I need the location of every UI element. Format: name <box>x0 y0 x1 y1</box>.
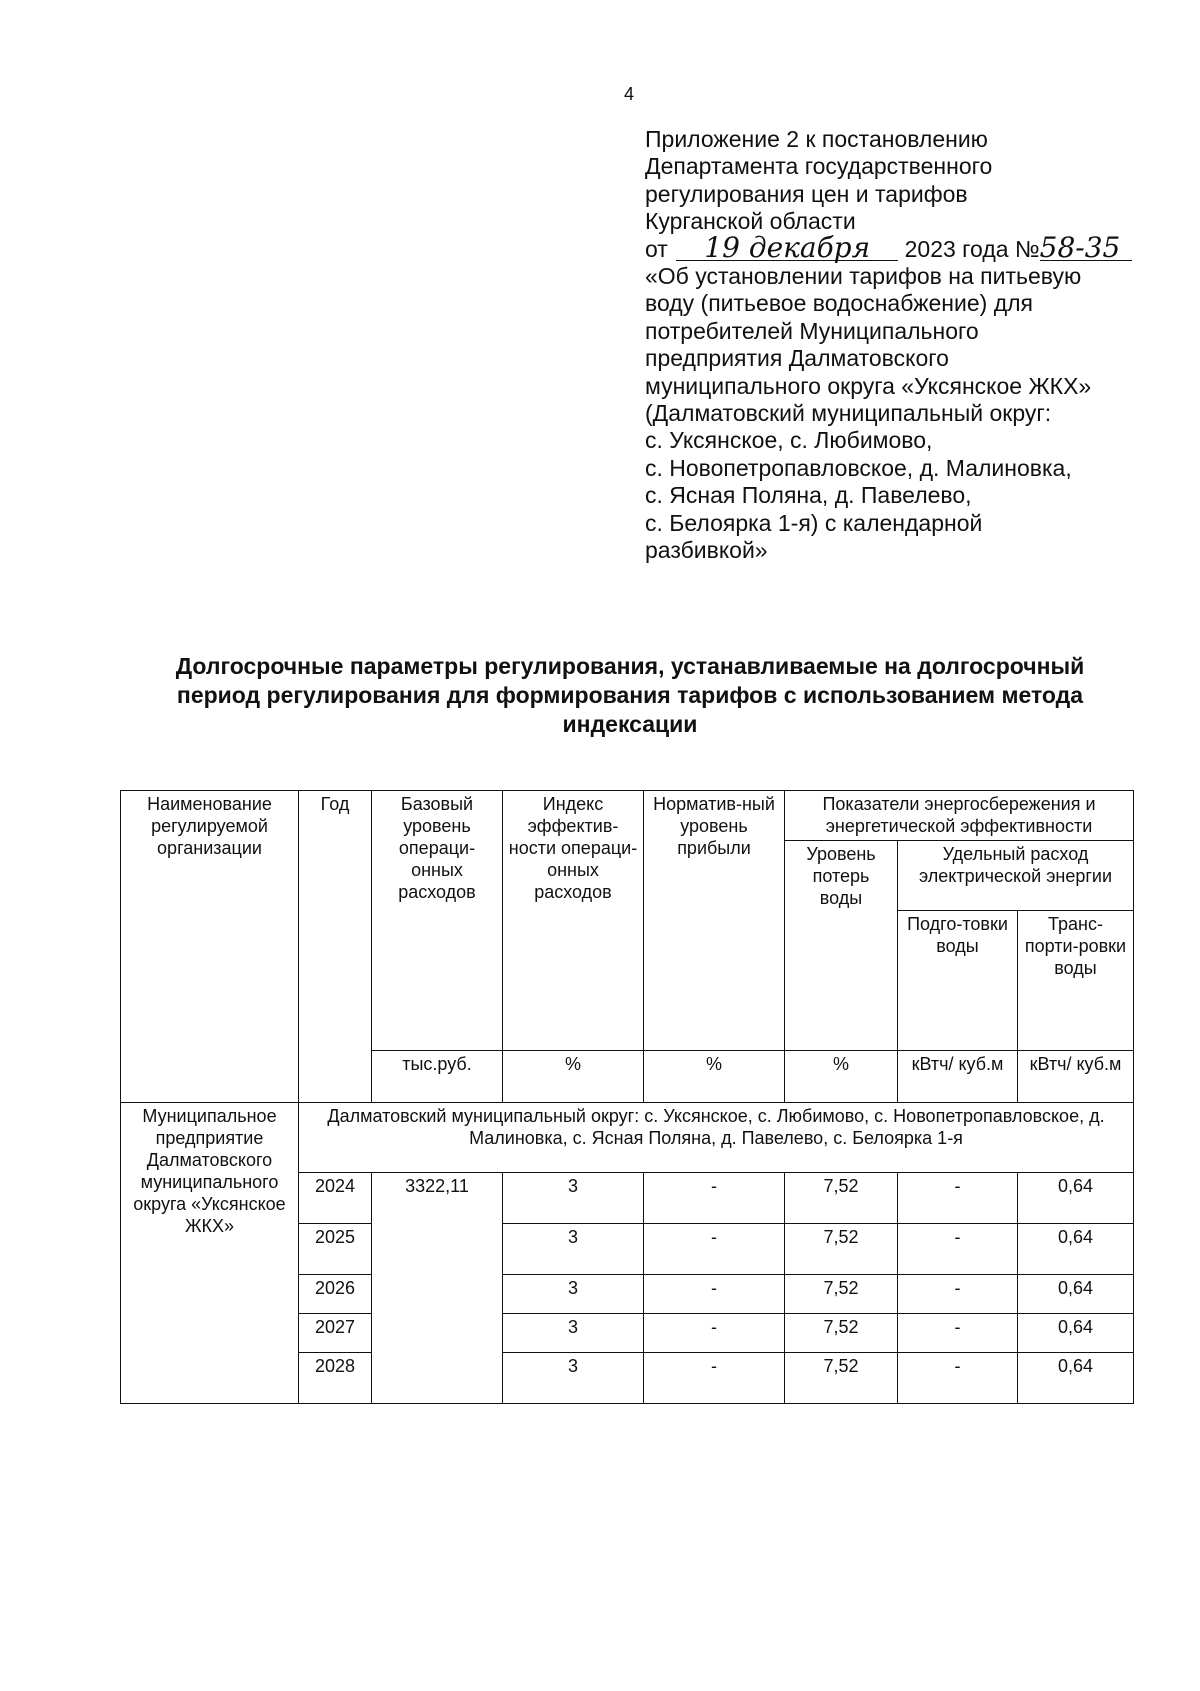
cell-transport: 0,64 <box>1018 1224 1134 1275</box>
cell-preparation: - <box>898 1224 1018 1275</box>
appendix-line: (Далматовский муниципальный округ: <box>645 400 1052 427</box>
appendix-line: Курганской области <box>645 208 856 235</box>
unit-base: тыс.руб. <box>372 1051 503 1103</box>
organization-name: Муниципальное предприятие Далматовского муниципального округа «Уксянское ЖКХ» <box>121 1103 299 1404</box>
cell-preparation: - <box>898 1173 1018 1224</box>
appendix-line: с. Белоярка 1-я) с календарной <box>645 509 983 536</box>
cell-profit: - <box>644 1224 785 1275</box>
cell-profit: - <box>644 1173 785 1224</box>
appendix-line: муниципального округа «Уксянское ЖКХ» <box>645 372 1092 399</box>
header-water-loss: Уровень потерь воды <box>785 841 898 1051</box>
cell-preparation: - <box>898 1275 1018 1314</box>
header-efficiency-index: Индекс эффектив-ности операци-онных расходов <box>503 791 644 1051</box>
cell-year: 2025 <box>299 1224 372 1275</box>
appendix-line: Приложение 2 к постановлению <box>645 126 988 152</box>
cell-year: 2024 <box>299 1173 372 1224</box>
header-electricity-consumption: Удельный расход электрической энергии <box>898 841 1134 911</box>
cell-index: 3 <box>503 1173 644 1224</box>
cell-transport: 0,64 <box>1018 1314 1134 1353</box>
header-base-level: Базовый уровень операци-онных расходов <box>372 791 503 1051</box>
cell-loss: 7,52 <box>785 1173 898 1224</box>
cell-preparation: - <box>898 1353 1018 1404</box>
cell-profit: - <box>644 1353 785 1404</box>
cell-transport: 0,64 <box>1018 1173 1134 1224</box>
cell-index: 3 <box>503 1224 644 1275</box>
cell-base-value: 3322,11 <box>372 1173 503 1404</box>
appendix-block <box>645 126 1165 565</box>
cell-index: 3 <box>503 1314 644 1353</box>
decree-date-line <box>645 230 1165 264</box>
appendix-line: с. Новопетропавловское, д. Малиновка, <box>645 454 1072 481</box>
header-water-preparation: Подго-товки воды <box>898 911 1018 1051</box>
cell-index: 3 <box>503 1353 644 1404</box>
cell-profit: - <box>644 1275 785 1314</box>
appendix-line: предприятия Далматовского <box>645 345 949 372</box>
handwritten-date: 19 декабря <box>676 236 898 261</box>
unit-preparation: кВтч/ куб.м <box>898 1051 1018 1103</box>
header-profit-level: Норматив-ный уровень прибыли <box>644 791 785 1051</box>
unit-transport: кВтч/ куб.м <box>1018 1051 1134 1103</box>
header-energy-indicators: Показатели энергосбережения и энергетической эффективности <box>785 791 1134 841</box>
cell-transport: 0,64 <box>1018 1353 1134 1404</box>
appendix-line: разбивкой» <box>645 537 768 564</box>
appendix-line: воду (питьевое водоснабжение) для <box>645 290 1033 317</box>
header-year: Год <box>299 791 372 1103</box>
cell-year: 2027 <box>299 1314 372 1353</box>
header-water-transport: Транс-порти-ровки воды <box>1018 911 1134 1051</box>
page-number: 4 <box>624 84 635 104</box>
unit-loss: % <box>785 1051 898 1103</box>
cell-index: 3 <box>503 1275 644 1314</box>
cell-year: 2028 <box>299 1353 372 1404</box>
appendix-line: «Об установлении тарифов на питьевую <box>645 263 1082 290</box>
appendix-line: с. Уксянское, с. Любимово, <box>645 427 933 454</box>
handwritten-number: 58-35 <box>1040 236 1132 261</box>
year-text: 2023 года № <box>904 235 1040 262</box>
cell-transport: 0,64 <box>1018 1275 1134 1314</box>
document-title: Долгосрочные параметры регулирования, устанавливаемые на долгосрочный период регулирования для формирования тарифов с использованием метода индексации <box>175 653 1085 737</box>
cell-loss: 7,52 <box>785 1314 898 1353</box>
unit-index: % <box>503 1051 644 1103</box>
appendix-line: регулирования цен и тарифов <box>645 180 968 207</box>
from-label: от <box>645 235 668 262</box>
cell-profit: - <box>644 1314 785 1353</box>
unit-profit: % <box>644 1051 785 1103</box>
region-description: Далматовский муниципальный округ: с. Уксянское, с. Любимово, с. Новопетропавловское, д. Малиновка, с. Ясная Поляна, д. Павелево, с. Белоярка 1-я <box>299 1103 1134 1173</box>
appendix-line: потребителей Муниципального <box>645 317 979 344</box>
cell-loss: 7,52 <box>785 1275 898 1314</box>
appendix-line: с. Ясная Поляна, д. Павелево, <box>645 482 972 509</box>
cell-preparation: - <box>898 1314 1018 1353</box>
cell-loss: 7,52 <box>785 1224 898 1275</box>
header-organization: Наименование регулируемой организации <box>121 791 299 1103</box>
cell-loss: 7,52 <box>785 1353 898 1404</box>
parameters-table <box>120 790 1134 1404</box>
cell-year: 2026 <box>299 1275 372 1314</box>
appendix-line: Департамента государственного <box>645 153 993 180</box>
